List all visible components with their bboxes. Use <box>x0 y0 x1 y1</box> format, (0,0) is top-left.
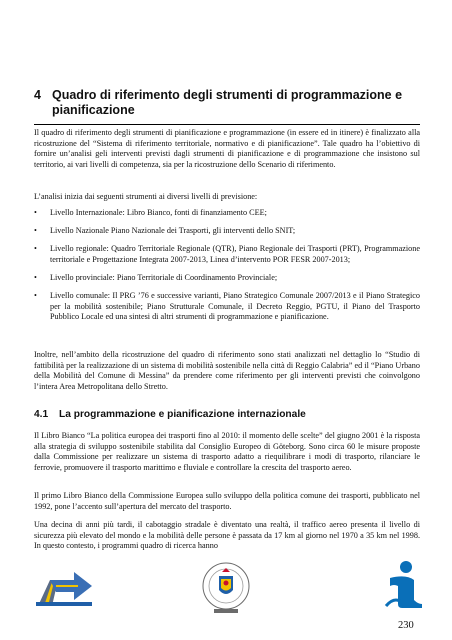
list-item: • Livello Nazionale Piano Nazionale dei Trasporti, gli interventi dello SNIT; <box>34 226 296 236</box>
subsection-paragraph-3: Una decina di anni più tardi, il cabotaggio stradale è diventato una realtà, il traffico aereo presenta il livello di sicurezza più elevato del mondo e la mobilità delle persone è passata da 17 km al giorno nel 1970 a 35 km nel 1998. In questo contesto, i programmi quadro di ricerca hanno <box>34 520 420 551</box>
subsection-heading <box>34 409 420 420</box>
list-item: • Livello comunale: Il PRG ’76 e successive varianti, Piano Strategico Comunale 2007/2013 e il Piano Strategico per la mobilità sostenibile; Piano Strutturale Comunale, il Decreto Reggio, PGTU, il Piano del Trasporto Pubblico Locale ed una sintesi di altri strumenti di programmazione e pianificazione. <box>34 290 420 322</box>
bullet-glyph: • <box>34 226 37 236</box>
paragraph-after-list: Inoltre, nell’ambito della ricostruzione del quadro di riferimento sono stati analizzati nel dettaglio lo “Studio di fattibilità per la realizzazione di un sistema di mobilità sostenibile nella città di Reggio Calabria” ed il “Piano Urbano della Mobilità del Comune di Messina” da prendere come riferimento per gli interventi previsti che coinvolgono l’intera Area Metropolitana dello Stretto. <box>34 350 420 391</box>
subsection-paragraph-1: Il Libro Bianco “La politica europea dei trasporti fino al 2010: il momento delle scelte” del giugno 2001 è la risposta alla strategia di sviluppo sostenibile stabilita dal Consiglio Europeo di Göteborg. Sono circa 60 le misure proposte dalla Commissione per realizzare un sistema di trasporto adatto a riequilibrare i modi di trasporto, rilanciare le ferrovie, promuovere il trasporto marittimo e fluviale e controllare la crescita del trasporto aereo. <box>34 431 420 472</box>
info-i-logo <box>384 560 424 610</box>
subsection-number: 4.1 <box>34 409 49 420</box>
instrument-list <box>34 208 420 330</box>
bullet-glyph: • <box>34 290 37 300</box>
section-number: 4 <box>34 88 41 102</box>
section-title: Quadro di riferimento degli strumenti di programmazione e pianificazione <box>52 88 403 117</box>
intro-paragraph: Il quadro di riferimento degli strumenti di pianificazione e programmazione (in essere ed in itinere) è finalizzato alla ricostruzione del “Sistema di riferimento territoriale, normativo e di pianificazione”. Tale quadro ha l’obiettivo di fornire un’analisi geli interventi previsti dagli strumenti di pianificazione e di programmazione che insistono sul territorio, ai vari livelli di competenza, sia per la ricostruzione dello Scenario di riferimento. <box>34 128 420 169</box>
bullet-glyph: • <box>34 244 37 254</box>
list-item: • Livello provinciale: Piano Territoriale di Coordinamento Provinciale; <box>34 272 278 282</box>
subsection-paragraph-2: Il primo Libro Bianco della Commissione Europea sullo sviluppo della politica comune dei trasporti, pubblicato nel 1992, pone l’accento sull’apertura del mercato del trasporto. <box>34 491 420 511</box>
road-arrow-logo <box>34 566 96 608</box>
municipal-seal-logo <box>200 560 252 616</box>
bullet-glyph: • <box>34 272 37 282</box>
list-item: • Livello regionale: Quadro Territoriale Regionale (QTR), Piano Regionale dei Trasporti (PRT), Programmazione territoriale e Progettazione Integrata 2007-2013, Linea d’intervento POR FESR 2007-2013; <box>34 244 420 264</box>
bullet-glyph: • <box>34 208 37 217</box>
subsection-title: La programmazione e pianificazione internazionale <box>59 409 306 420</box>
list-item: • Livello Internazionale: Libro Bianco, fonti di finanziamento CEE; <box>34 208 267 217</box>
heading-rule <box>34 124 420 125</box>
list-intro: L’analisi inizia dai seguenti strumenti ai diversi livelli di previsione: <box>34 192 258 201</box>
section-heading <box>34 88 414 118</box>
page-number: 230 <box>398 620 414 631</box>
